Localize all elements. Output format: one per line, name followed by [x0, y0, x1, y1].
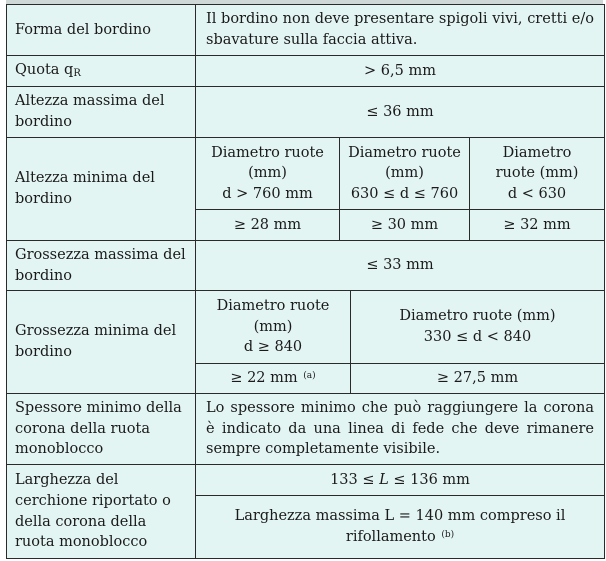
larghezza-range-post: ≤ 136 mm [388, 471, 470, 488]
gmin-col1-value-text: ≥ 22 mm [230, 370, 298, 387]
grossezza-min-col1-value [196, 364, 351, 394]
col2-l3: 630 ≤ d ≤ 760 [350, 185, 459, 202]
label-larghezza-text: Larghezza del cerchione riportato o della corona della ruota monoblocco [15, 472, 171, 551]
gmin-col2-l1: Diametro ruote (mm) [399, 308, 556, 325]
gmin-col1-l2: (mm) [253, 318, 293, 335]
col3-l2: ruote (mm) [495, 165, 579, 182]
col2-l2: (mm) [385, 165, 424, 182]
value-larghezza-max [196, 496, 604, 558]
grossezza-min-col1-header [196, 291, 351, 364]
label-altezza-max [7, 87, 196, 138]
altezza-min-col3-header [470, 138, 604, 210]
label-spessore [7, 394, 196, 465]
altezza-min-col2-header [340, 138, 470, 210]
label-grossezza-max [7, 241, 196, 291]
larghezza-range-var: L [379, 471, 389, 488]
value-quota [196, 56, 604, 87]
label-quota [7, 56, 196, 87]
value-quota-text: > 6,5 mm [364, 62, 436, 79]
label-altezza-min [7, 138, 196, 241]
value-larghezza-range [196, 465, 604, 496]
col1-value: ≥ 28 mm [233, 216, 302, 233]
label-grossezza-min-text: Grossezza minima del bordino [15, 323, 177, 360]
larghezza-max-text [226, 506, 574, 547]
label-larghezza [7, 465, 196, 558]
label-grossezza-max-text: Grossezza massima del bordino [15, 246, 186, 284]
col1-l2: (mm) [248, 165, 287, 182]
label-forma-text: Forma del bordino [15, 21, 151, 38]
gmin-col2-value: ≥ 27,5 mm [436, 370, 519, 387]
label-spessore-text: Spessore minimo della corona della ruota monoblocco [15, 400, 182, 458]
gmin-col1-l1: Diametro ruote [216, 298, 330, 315]
value-forma [196, 5, 604, 56]
label-quota-subscript: R [73, 68, 81, 80]
altezza-min-col1-value [196, 210, 340, 241]
value-spessore-text: Lo spessore minimo che può raggiungere la corona è indicato da una linea di fede che deve rimanere sempre completamente visibile. [206, 400, 594, 458]
label-forma [7, 5, 196, 56]
col2-l1: Diametro ruote [348, 144, 461, 161]
label-altezza-min-text: Altezza minima del bordino [15, 170, 155, 207]
specification-table [6, 4, 605, 559]
value-forma-text: Il bordino non deve presentare spigoli vivi, cretti e/o sbavature sulla faccia attiva. [206, 11, 594, 48]
grossezza-min-col2-value [351, 364, 604, 394]
label-grossezza-min [7, 291, 196, 394]
grossezza-min-col2-header [351, 291, 604, 364]
footnote-ref-a: (a) [303, 371, 316, 382]
footnote-ref-b: (b) [441, 530, 455, 540]
value-altezza-max [196, 87, 604, 138]
gmin-col1-l3: d ≥ 840 [243, 339, 303, 356]
gmin-col1-value [230, 368, 315, 389]
altezza-min-col2-value [340, 210, 470, 241]
col1-l3: d > 760 mm [222, 185, 313, 202]
larghezza-range-pre: 133 ≤ [330, 471, 380, 488]
larghezza-max-main: Larghezza massima L = 140 mm compreso il rifollamento [234, 508, 566, 545]
value-grossezza-max-text: ≤ 33 mm [366, 257, 434, 274]
col2-value: ≥ 30 mm [370, 216, 439, 233]
col3-l1: Diametro [502, 144, 572, 161]
col1-l1: Diametro ruote [211, 144, 324, 161]
label-quota-text [15, 60, 81, 81]
label-quota-main: Quota q [15, 62, 74, 79]
altezza-min-col3-value [470, 210, 604, 241]
altezza-min-col1-header [196, 138, 340, 210]
value-spessore [196, 394, 604, 465]
value-grossezza-max [196, 241, 604, 291]
col3-l3: d < 630 [507, 185, 567, 202]
col3-value: ≥ 32 mm [503, 216, 571, 233]
value-altezza-max-text: ≤ 36 mm [366, 103, 434, 120]
gmin-col2-l2: 330 ≤ d < 840 [423, 329, 532, 345]
larghezza-range-text [330, 470, 470, 491]
label-altezza-max-text: Altezza massima del bordino [15, 93, 165, 130]
